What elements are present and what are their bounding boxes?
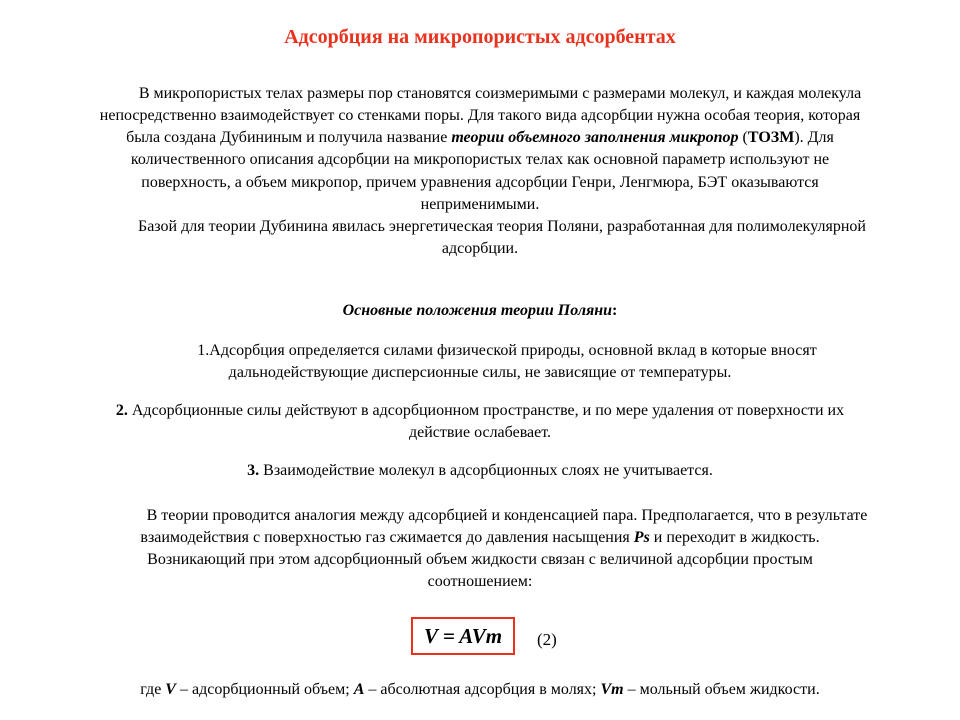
legend-a: A (353, 681, 365, 698)
point-1-line-1: 1.Адсорбция определяется силами физической природы, основной вклад в которые вносят (197, 342, 817, 359)
theory-line-4: соотношением: (427, 573, 533, 590)
legend-vm: Vm (600, 681, 624, 698)
point-3-text: Взаимодействие молекул в адсорбционных слоях не учитывается. (259, 462, 713, 479)
tozm-term: теории объемного заполнения микропор (451, 129, 739, 146)
theory-line-2-text: взаимодействия с поверхностью газ сжимается до давления насыщения (140, 529, 634, 546)
ps-symbol: Ps (633, 529, 650, 546)
point-2-line-1 (0, 400, 960, 422)
legend-a-desc: – абсолютная адсорбция в молях; (364, 681, 601, 698)
intro-line-3-end: ). Для (794, 129, 834, 146)
tozm-abbr: ТОЗМ (747, 129, 795, 146)
theory-line-3: Возникающий при этом адсорбционный объем жидкости связан с величиной адсорбции простым (147, 551, 813, 568)
legend-v: V (165, 681, 176, 698)
intro-line-3-text: была создана Дубининым и получила название (126, 129, 452, 146)
theory-line-1: В теории проводится аналогия между адсорбцией и конденсацией пара. Предполагается, что в результате (146, 507, 868, 524)
point-3 (0, 460, 960, 482)
point-3-number: 3. (247, 462, 260, 479)
intro-line-5: поверхность, а объем микропор, причем уравнения адсорбции Генри, Ленгмюра, БЭТ оказываются (141, 174, 819, 191)
point-1-line-2: дальнодействующие дисперсионные силы, не зависящие от температуры. (228, 364, 732, 381)
intro-line-8: адсорбции. (441, 240, 519, 257)
section-colon: : (612, 302, 618, 319)
theory-line-2-end: и переходит в жидкость. (649, 529, 820, 546)
intro-line-1: В микропористых телах размеры пор становятся соизмеримыми с размерами молекул, и каждая молекула (138, 85, 862, 102)
point-2-text: Адсорбционные силы действуют в адсорбционном пространстве, и по мере удаления от поверхности их (127, 402, 845, 419)
formula-number: (2) (537, 630, 557, 649)
intro-line-4: количественного описания адсорбции на микропористых телах как основной параметр используют не (130, 151, 830, 168)
formula-box (411, 617, 515, 655)
legend-v-desc: – адсорбционный объем; (175, 681, 354, 698)
intro-line-3 (0, 127, 960, 149)
formula-expression: V = AVm (423, 623, 503, 648)
legend-prefix: где (140, 681, 166, 698)
intro-paren-open: ( (738, 129, 748, 146)
intro-line-2: непосредственно взаимодействует со стенками поры. Для такого вида адсорбции нужна особая теория, которая (99, 107, 861, 124)
point-2-line-2: действие ослабевает. (408, 424, 552, 441)
intro-line-6: неприменимыми. (420, 196, 540, 213)
legend-line (0, 679, 960, 701)
page-title: Адсорбция на микропористых адсорбентах (284, 26, 676, 48)
theory-line-2 (0, 527, 960, 549)
section-heading (0, 300, 960, 322)
intro-line-7: Базой для теории Дубинина явилась энергетическая теория Поляни, разработанная для полимолекулярной (138, 218, 866, 235)
point-2-number: 2. (115, 402, 128, 419)
legend-vm-desc: – мольный объем жидкости. (623, 681, 820, 698)
section-title: Основные положения теории Поляни (342, 302, 613, 319)
